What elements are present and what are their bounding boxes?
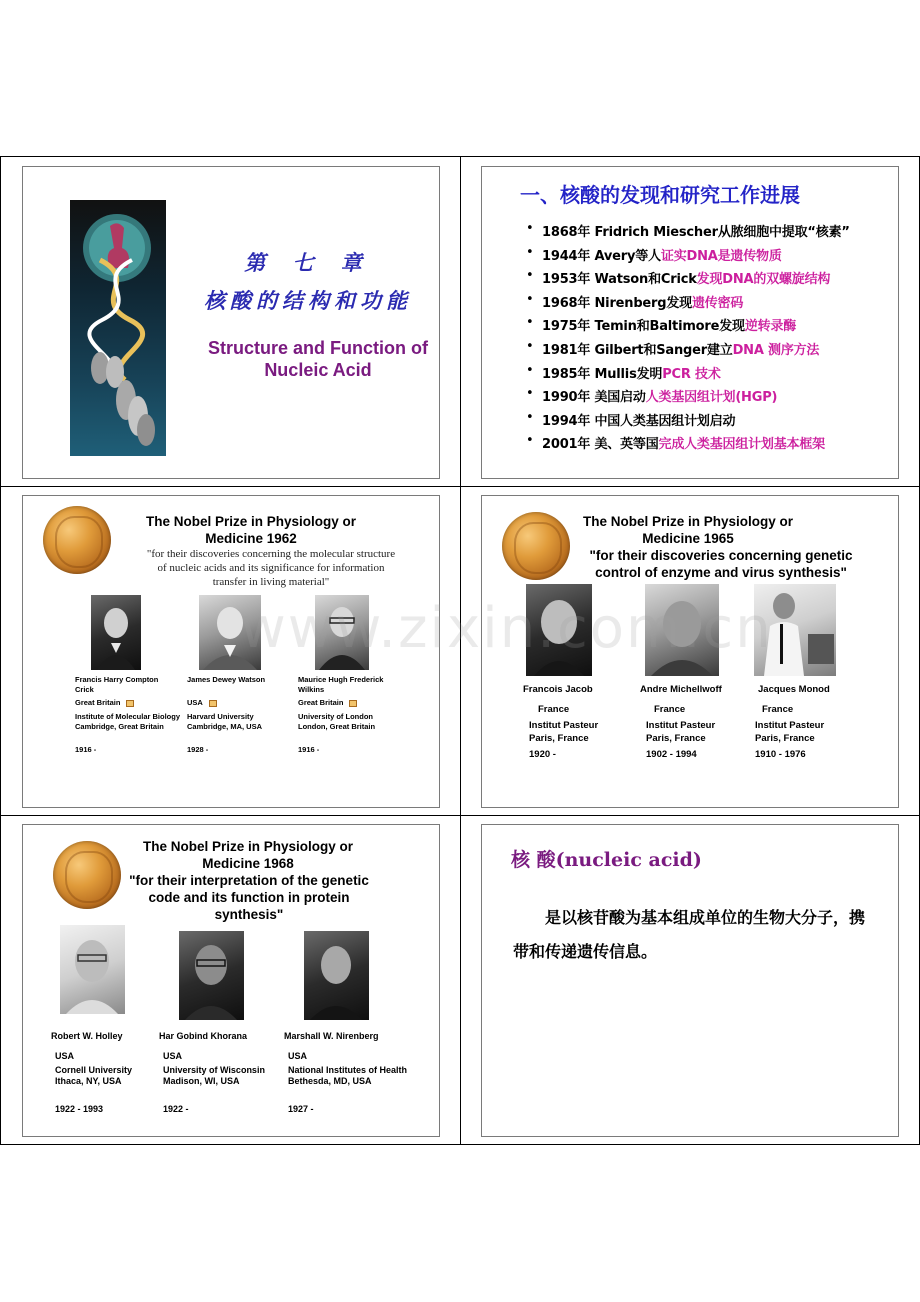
laureate-institution: Institut Pasteur: [755, 720, 825, 731]
laureate-years: 1922 - 1993: [55, 1104, 104, 1114]
handout-grid: [0, 156, 920, 1145]
laureate-institution: Institute of Molecular Biology Cambridge, Great Britain: [75, 712, 181, 731]
photo-crick: [91, 595, 141, 670]
laureate-country: USA: [187, 698, 217, 708]
laureate-country: USA: [55, 1051, 75, 1061]
laureate-name: Francis Harry Compton Crick: [75, 675, 159, 694]
nobel-medal-icon: [43, 506, 111, 574]
laureate-institution: University of London London, Great Britain: [298, 712, 376, 731]
laureate-years: 1922 -: [163, 1104, 189, 1114]
laureate-name: Robert W. Holley: [51, 1031, 123, 1041]
laureate-country: France: [762, 704, 794, 715]
laureate-name: Jacques Monod: [758, 684, 830, 695]
timeline-item: • 1990年 美国启动人类基因组计划(HGP): [512, 386, 850, 410]
flag-icon: [349, 700, 357, 707]
laureate-name: Marshall W. Nirenberg: [284, 1031, 379, 1041]
prize-title: The Nobel Prize in Physiology or Medicine 1965: [582, 514, 794, 546]
laureate-location: Paris, France: [529, 733, 589, 744]
prize-citation: "for their discoveries concerning the molecular structure of nucleic acids and its significance for information transfer in living material": [146, 548, 396, 588]
timeline-item: • 1981年 Gilbert和Sanger建立DNA 测序方法: [512, 339, 850, 363]
photo-watson: [199, 595, 261, 670]
photo-nirenberg: [304, 931, 369, 1020]
timeline-item: • 1868年 Fridrich Miescher从脓细胞中提取“核素”: [512, 221, 850, 245]
chapter-title: 核酸的结构和功能: [204, 288, 412, 313]
laureate-years: 1927 -: [288, 1104, 314, 1114]
slide-nucleic-acid-definition: [481, 824, 899, 1137]
laureate-years: 1902 - 1994: [646, 749, 697, 760]
laureate-institution: Institut Pasteur: [529, 720, 599, 731]
timeline-item: • 1994年 中国人类基因组计划启动: [512, 410, 850, 434]
laureate-years: 1916 -: [75, 745, 97, 754]
chapter-number: 第 七 章: [244, 250, 372, 275]
watermark-text: www.zixin.com.cn: [240, 596, 773, 661]
prize-title: The Nobel Prize in Physiology or Medicine 1962: [145, 514, 357, 546]
timeline-list: [512, 221, 850, 457]
laureate-years: 1928 -: [187, 745, 209, 754]
definition-text: 是以核苷酸为基本组成单位的生物大分子，携带和传递遗传信息。: [513, 908, 866, 961]
timeline-item: • 1944年 Avery等人证实DNA是遗传物质: [512, 245, 850, 269]
grid-divider-row1: [1, 486, 919, 487]
laureate-years: 1916 -: [298, 745, 320, 754]
laureate-location: Paris, France: [646, 733, 706, 744]
photo-wilkins: [315, 595, 369, 670]
definition-heading: 核 酸(nucleic acid): [511, 849, 702, 871]
photo-khorana: [179, 931, 244, 1020]
timeline-item: • 1985年 Mullis发明PCR 技术: [512, 363, 850, 387]
slide-nobel-1968: [22, 824, 440, 1137]
timeline-item: • 1953年 Watson和Crick发现DNA的双螺旋结构: [512, 268, 850, 292]
laureate-institution: National Institutes of Health Bethesda, MD, USA: [288, 1065, 408, 1086]
timeline-item: • 1968年 Nirenberg发现遗传密码: [512, 292, 850, 316]
slide-nobel-1965: [481, 495, 899, 808]
photo-lwoff: [645, 584, 719, 676]
laureate-name: Maurice Hugh Frederick Wilkins: [298, 675, 384, 694]
laureate-name: Har Gobind Khorana: [159, 1031, 248, 1041]
laureate-years: 1910 - 1976: [755, 749, 806, 760]
laureate-institution: Harvard University Cambridge, MA, USA: [187, 712, 263, 731]
slide-timeline: [481, 166, 899, 479]
laureate-name: James Dewey Watson: [187, 675, 266, 684]
photo-monod: [754, 584, 836, 676]
laureate-name: Francois Jacob: [523, 684, 593, 695]
prize-title: The Nobel Prize in Physiology or Medicine 1968: [142, 839, 354, 871]
grid-divider-vertical: [460, 157, 461, 1144]
laureate-country: France: [538, 704, 570, 715]
laureate-institution: University of Wisconsin Madison, WI, USA: [163, 1065, 265, 1086]
laureate-years: 1920 -: [529, 749, 556, 760]
english-title: Structure and Function of Nucleic Acid: [208, 338, 428, 380]
prize-citation: "for their interpretation of the genetic code and its function in protein synthesis": [129, 873, 369, 922]
laureate-country: Great Britain: [75, 698, 134, 708]
timeline-item: • 2001年 美、英等国完成人类基因组计划基本框架: [512, 433, 850, 457]
slide-cover: [22, 166, 440, 479]
laureate-country: USA: [163, 1051, 183, 1061]
dna-chromosome-image: [70, 200, 166, 456]
laureate-institution: Cornell University Ithaca, NY, USA: [55, 1065, 133, 1086]
laureate-country: Great Britain: [298, 698, 357, 708]
photo-jacob: [526, 584, 592, 676]
prize-citation: "for their discoveries concerning genetic control of enzyme and virus synthesis": [589, 548, 853, 580]
laureate-name: Andre Michellwoff: [640, 684, 722, 695]
timeline-heading: 一、核酸的发现和研究工作进展: [520, 183, 800, 207]
laureate-country: USA: [288, 1051, 308, 1061]
timeline-item: • 1975年 Temin和Baltimore发现逆转录酶: [512, 315, 850, 339]
laureate-institution: Institut Pasteur: [646, 720, 716, 731]
slide-nobel-1962: [22, 495, 440, 808]
photo-holley: [60, 925, 125, 1014]
flag-icon: [209, 700, 217, 707]
laureate-country: France: [654, 704, 686, 715]
flag-icon: [126, 700, 134, 707]
grid-divider-row2: [1, 815, 919, 816]
laureate-location: Paris, France: [755, 733, 815, 744]
